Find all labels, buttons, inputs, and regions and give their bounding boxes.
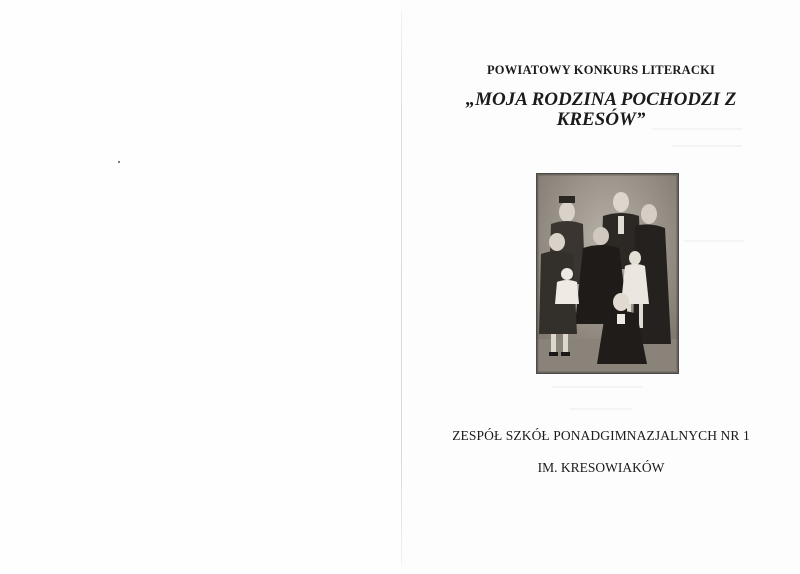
family-photo-image <box>537 174 678 373</box>
family-photo <box>536 173 679 374</box>
paper-speck <box>118 161 120 163</box>
show-through-line <box>672 145 742 147</box>
contest-title: „MOJA RODZINA POCHODZI Z KRESÓW” <box>465 89 737 130</box>
contest-label: POWIATOWY KONKURS LITERACKI <box>486 63 716 77</box>
school-name: ZESPÓŁ SZKÓŁ PONADGIMNAZJALNYCH NR 1 <box>452 428 750 443</box>
school-patron: IM. KRESOWIAKÓW <box>537 460 665 475</box>
cover-page <box>402 0 800 574</box>
show-through-line <box>684 240 744 242</box>
show-through-line <box>552 386 642 388</box>
show-through-line <box>570 408 632 410</box>
